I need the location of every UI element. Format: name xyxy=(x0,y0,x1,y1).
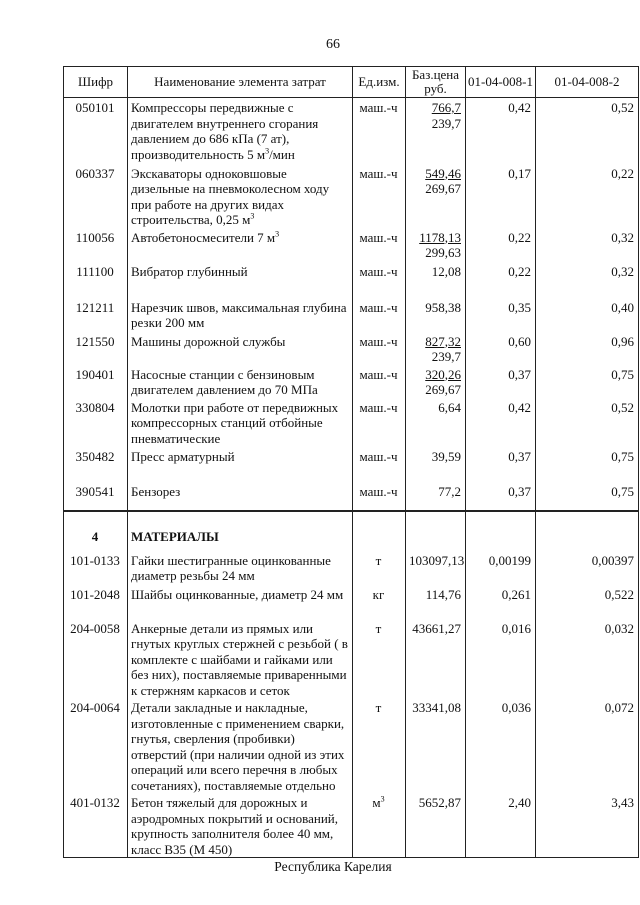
cell-price: 6,64 xyxy=(406,398,466,447)
cell-norm-2: 0,522 xyxy=(536,585,639,619)
cell-price: 43661,27 xyxy=(406,619,466,699)
table-row xyxy=(64,164,639,228)
cell-norm-1: 0,22 xyxy=(466,228,536,262)
cell-norm-1: 0,42 xyxy=(466,98,536,164)
header-norm-2: 01-04-008-2 xyxy=(536,67,639,98)
cell-price: 5652,87 xyxy=(406,793,466,858)
cell-norm-1: 0,22 xyxy=(466,262,536,298)
cell-norm-2: 3,43 xyxy=(536,793,639,858)
cell-name: Анкерные детали из прямых или гнутых круглых стержней с резьбой ( в комплекте с шайбами и гайками или без них), поставляемые приваренными к стержням каркасов и сеток xyxy=(128,619,353,699)
price-base: 269,67 xyxy=(425,181,461,196)
cell-unit: т xyxy=(353,551,406,585)
cell-norm-2: 0,75 xyxy=(536,365,639,398)
cell-norm-1: 0,37 xyxy=(466,365,536,398)
cell-price xyxy=(406,511,466,551)
cell-code: 101-0133 xyxy=(64,551,128,585)
cell-norm-1: 0,17 xyxy=(466,164,536,228)
header-name: Наименование элемента затрат xyxy=(128,67,353,98)
cell-code: 204-0064 xyxy=(64,698,128,793)
cell-name: Автобетоносмесители 7 $м^3$ xyxy=(128,228,353,262)
price-base: 239,7 xyxy=(431,115,461,131)
cell-price xyxy=(406,228,466,262)
price-current: 320,26 xyxy=(425,366,461,382)
cell-code: 390541 xyxy=(64,482,128,511)
header-norm-1: 01-04-008-1 xyxy=(466,67,536,98)
table-header xyxy=(64,67,639,98)
cell-norm-1: 0,00199 xyxy=(466,551,536,585)
cell-code: 190401 xyxy=(64,365,128,398)
cell-norm-1: 0,016 xyxy=(466,619,536,699)
cell-code: 350482 xyxy=(64,447,128,482)
cell-name: Шайбы оцинкованные, диаметр 24 мм xyxy=(128,585,353,619)
cell-unit: маш.-ч xyxy=(353,228,406,262)
cell-unit xyxy=(353,511,406,551)
table-row xyxy=(64,332,639,365)
cell-norm-1 xyxy=(466,511,536,551)
table-row xyxy=(64,365,639,398)
table-row xyxy=(64,551,639,585)
cell-unit: кг xyxy=(353,585,406,619)
price-base: 299,63 xyxy=(425,245,461,260)
cell-code: 401-0132 xyxy=(64,793,128,858)
cell-norm-2: 0,96 xyxy=(536,332,639,365)
page-number: 66 xyxy=(326,37,340,52)
header-unit: Ед.изм. xyxy=(353,67,406,98)
cell-unit: т xyxy=(353,698,406,793)
cell-price xyxy=(406,164,466,228)
table-row xyxy=(64,298,639,332)
cell-code: 060337 xyxy=(64,164,128,228)
cell-code: 110056 xyxy=(64,228,128,262)
section-row xyxy=(64,511,639,551)
cell-price: 77,2 xyxy=(406,482,466,511)
cell-norm-1: 0,37 xyxy=(466,447,536,482)
table-row xyxy=(64,585,639,619)
cell-norm-1: 2,40 xyxy=(466,793,536,858)
cell-unit: т xyxy=(353,619,406,699)
cell-code: 111100 xyxy=(64,262,128,298)
table-row xyxy=(64,793,639,858)
cell-norm-2: 0,22 xyxy=(536,164,639,228)
cell-name: Бензорез xyxy=(128,482,353,511)
cell-code: 204-0058 xyxy=(64,619,128,699)
table-row xyxy=(64,619,639,699)
cell-code: 050101 xyxy=(64,98,128,164)
cell-code: 330804 xyxy=(64,398,128,447)
price-current: 766,7 xyxy=(431,100,461,115)
cell-name: Молотки при работе от передвижных компрессорных станций отбойные пневматические xyxy=(128,398,353,447)
cell-norm-1: 0,036 xyxy=(466,698,536,793)
cell-unit: маш.-ч xyxy=(353,365,406,398)
cell-price xyxy=(406,98,466,164)
price-base: 269,67 xyxy=(425,382,461,397)
cell-name: Нарезчик швов, максимальная глубина резки 200 мм xyxy=(128,298,353,332)
cell-price xyxy=(406,332,466,365)
table-row xyxy=(64,482,639,511)
cell-norm-2: 0,75 xyxy=(536,447,639,482)
cell-norm-1: 0,37 xyxy=(466,482,536,511)
cell-price: 33341,08 xyxy=(406,698,466,793)
cell-norm-1: 0,35 xyxy=(466,298,536,332)
cell-code: 4 xyxy=(64,511,128,551)
cell-norm-2 xyxy=(536,511,639,551)
cell-norm-2: 0,32 xyxy=(536,262,639,298)
cell-code: 121211 xyxy=(64,298,128,332)
cell-name: Детали закладные и накладные, изготовленные с применением сварки, гнутья, сверления (пробивки) отверстий (при наличии одной из этих операций или всего перечня в любых сочетаниях), поставляемые отдельно xyxy=(128,698,353,793)
cell-norm-2: 0,32 xyxy=(536,228,639,262)
footer-region: Республика Карелия xyxy=(274,859,392,874)
price-base: 239,7 xyxy=(431,349,461,364)
cell-norm-2: 0,52 xyxy=(536,98,639,164)
cell-name: Пресс арматурный xyxy=(128,447,353,482)
cell-name: Бетон тяжелый для дорожных и аэродромных покрытий и оснований, крупность заполнителя более 40 мм, класс В35 (М 450) xyxy=(128,793,353,858)
table-row xyxy=(64,447,639,482)
cell-name: МАТЕРИАЛЫ xyxy=(128,511,353,551)
cell-name: Насосные станции с бензиновым двигателем давлением до 70 МПа xyxy=(128,365,353,398)
cell-price: 103097,13 xyxy=(406,551,466,585)
cell-name: Компрессоры передвижные с двигателем внутреннего сгорания давлением до 686 кПа (7 ат), производительность 5 $м^3$/мин xyxy=(128,98,353,164)
table-row xyxy=(64,262,639,298)
cell-name: Экскаваторы одноковшовые дизельные на пневмоколесном ходу при работе на других видах строительства, 0,25 $м^3$ xyxy=(128,164,353,228)
cost-elements-table xyxy=(63,66,639,858)
price-current: 827,32 xyxy=(425,333,461,349)
cell-price: 958,38 xyxy=(406,298,466,332)
cell-norm-1: 0,261 xyxy=(466,585,536,619)
cell-unit: маш.-ч xyxy=(353,98,406,164)
cell-norm-2: 0,40 xyxy=(536,298,639,332)
cell-price: 114,76 xyxy=(406,585,466,619)
cell-unit: маш.-ч xyxy=(353,447,406,482)
cell-code: 101-2048 xyxy=(64,585,128,619)
cell-unit: маш.-ч xyxy=(353,332,406,365)
table-row xyxy=(64,98,639,164)
cell-unit: $м^3$ xyxy=(353,793,406,858)
table-row xyxy=(64,698,639,793)
price-current: 1178,13 xyxy=(419,229,461,245)
table-row xyxy=(64,398,639,447)
header-price: Баз.цена руб. xyxy=(406,67,466,98)
cell-unit: маш.-ч xyxy=(353,164,406,228)
cell-norm-2: 0,00397 xyxy=(536,551,639,585)
cell-norm-2: 0,75 xyxy=(536,482,639,511)
table-row xyxy=(64,228,639,262)
cell-norm-1: 0,60 xyxy=(466,332,536,365)
cell-name: Гайки шестигранные оцинкованные диаметр резьбы 24 мм xyxy=(128,551,353,585)
cell-code: 121550 xyxy=(64,332,128,365)
cell-unit: маш.-ч xyxy=(353,298,406,332)
cell-price: 39,59 xyxy=(406,447,466,482)
header-code: Шифр xyxy=(64,67,128,98)
cell-unit: маш.-ч xyxy=(353,262,406,298)
price-current: 549,46 xyxy=(425,165,461,181)
cell-name: Вибратор глубинный xyxy=(128,262,353,298)
cell-norm-2: 0,032 xyxy=(536,619,639,699)
cell-price xyxy=(406,365,466,398)
cell-norm-1: 0,42 xyxy=(466,398,536,447)
cell-price: 12,08 xyxy=(406,262,466,298)
cell-norm-2: 0,52 xyxy=(536,398,639,447)
cell-unit: маш.-ч xyxy=(353,482,406,511)
cell-unit: маш.-ч xyxy=(353,398,406,447)
cell-name: Машины дорожной службы xyxy=(128,332,353,365)
cell-norm-2: 0,072 xyxy=(536,698,639,793)
